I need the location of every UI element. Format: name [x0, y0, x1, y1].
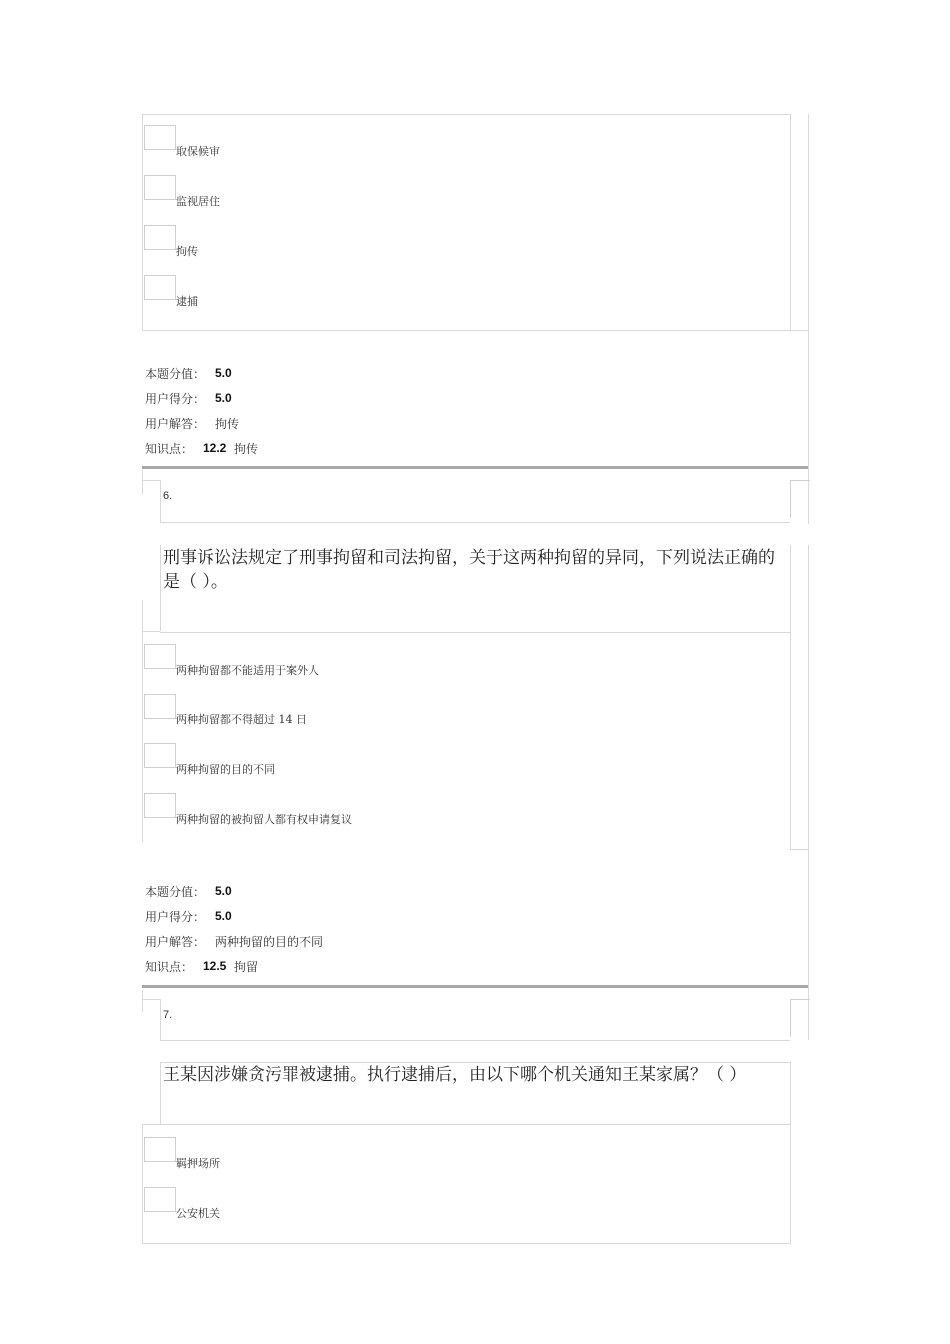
option-label: 公安机关 [176, 1207, 220, 1220]
option-checkbox[interactable] [144, 793, 176, 817]
separator [142, 985, 808, 988]
question-text: 王某因涉嫌贪污罪被逮捕。执行逮捕后，由以下哪个机关通知王某家属？（ ） [163, 1065, 747, 1085]
user-score-label: 用户得分： [145, 392, 206, 406]
user-answer-value: 拘传 [215, 417, 240, 431]
option-label: 逮捕 [176, 295, 198, 308]
score-label: 本题分值： [145, 885, 206, 899]
score-label: 本题分值： [145, 367, 206, 381]
score-value: 5.0 [215, 366, 232, 380]
user-answer-label: 用户解答： [145, 417, 206, 431]
option-checkbox[interactable] [144, 694, 176, 718]
knowledge-label: 知识点： [145, 960, 194, 974]
option-label: 两种拘留的被拘留人都有权申请复议 [176, 813, 352, 826]
user-answer-value: 两种拘留的目的不同 [215, 935, 324, 949]
question-number: 6. [163, 490, 173, 502]
knowledge-label: 知识点： [145, 442, 194, 456]
option-label: 监视居住 [176, 195, 220, 208]
option-label: 两种拘留都不得超过 14 日 [176, 713, 307, 726]
user-answer-label: 用户解答： [145, 935, 206, 949]
user-score-label: 用户得分： [145, 910, 206, 924]
option-checkbox[interactable] [144, 125, 176, 149]
option-checkbox[interactable] [144, 644, 176, 668]
question-text: 刑事诉讼法规定了刑事拘留和司法拘留，关于这两种拘留的异同，下列说法正确的是（ ）。 [163, 548, 775, 592]
knowledge-text: 拘留 [234, 960, 259, 974]
option-checkbox[interactable] [144, 1187, 176, 1211]
option-checkbox[interactable] [144, 275, 176, 299]
question-number: 7. [163, 1009, 173, 1021]
option-label: 拘传 [176, 245, 198, 258]
user-score-value: 5.0 [215, 909, 232, 923]
option-checkbox[interactable] [144, 1137, 176, 1161]
option-label: 两种拘留都不能适用于案外人 [176, 664, 319, 677]
knowledge-number: 12.5 [203, 959, 227, 973]
knowledge-number: 12.2 [203, 441, 227, 455]
option-checkbox[interactable] [144, 175, 176, 199]
user-score-value: 5.0 [215, 391, 232, 405]
option-label: 取保候审 [176, 145, 220, 158]
option-checkbox[interactable] [144, 743, 176, 767]
score-value: 5.0 [215, 884, 232, 898]
option-label: 两种拘留的目的不同 [176, 763, 275, 776]
option-label: 羁押场所 [176, 1157, 220, 1170]
knowledge-text: 拘传 [234, 442, 259, 456]
option-checkbox[interactable] [144, 225, 176, 249]
separator [142, 466, 808, 469]
